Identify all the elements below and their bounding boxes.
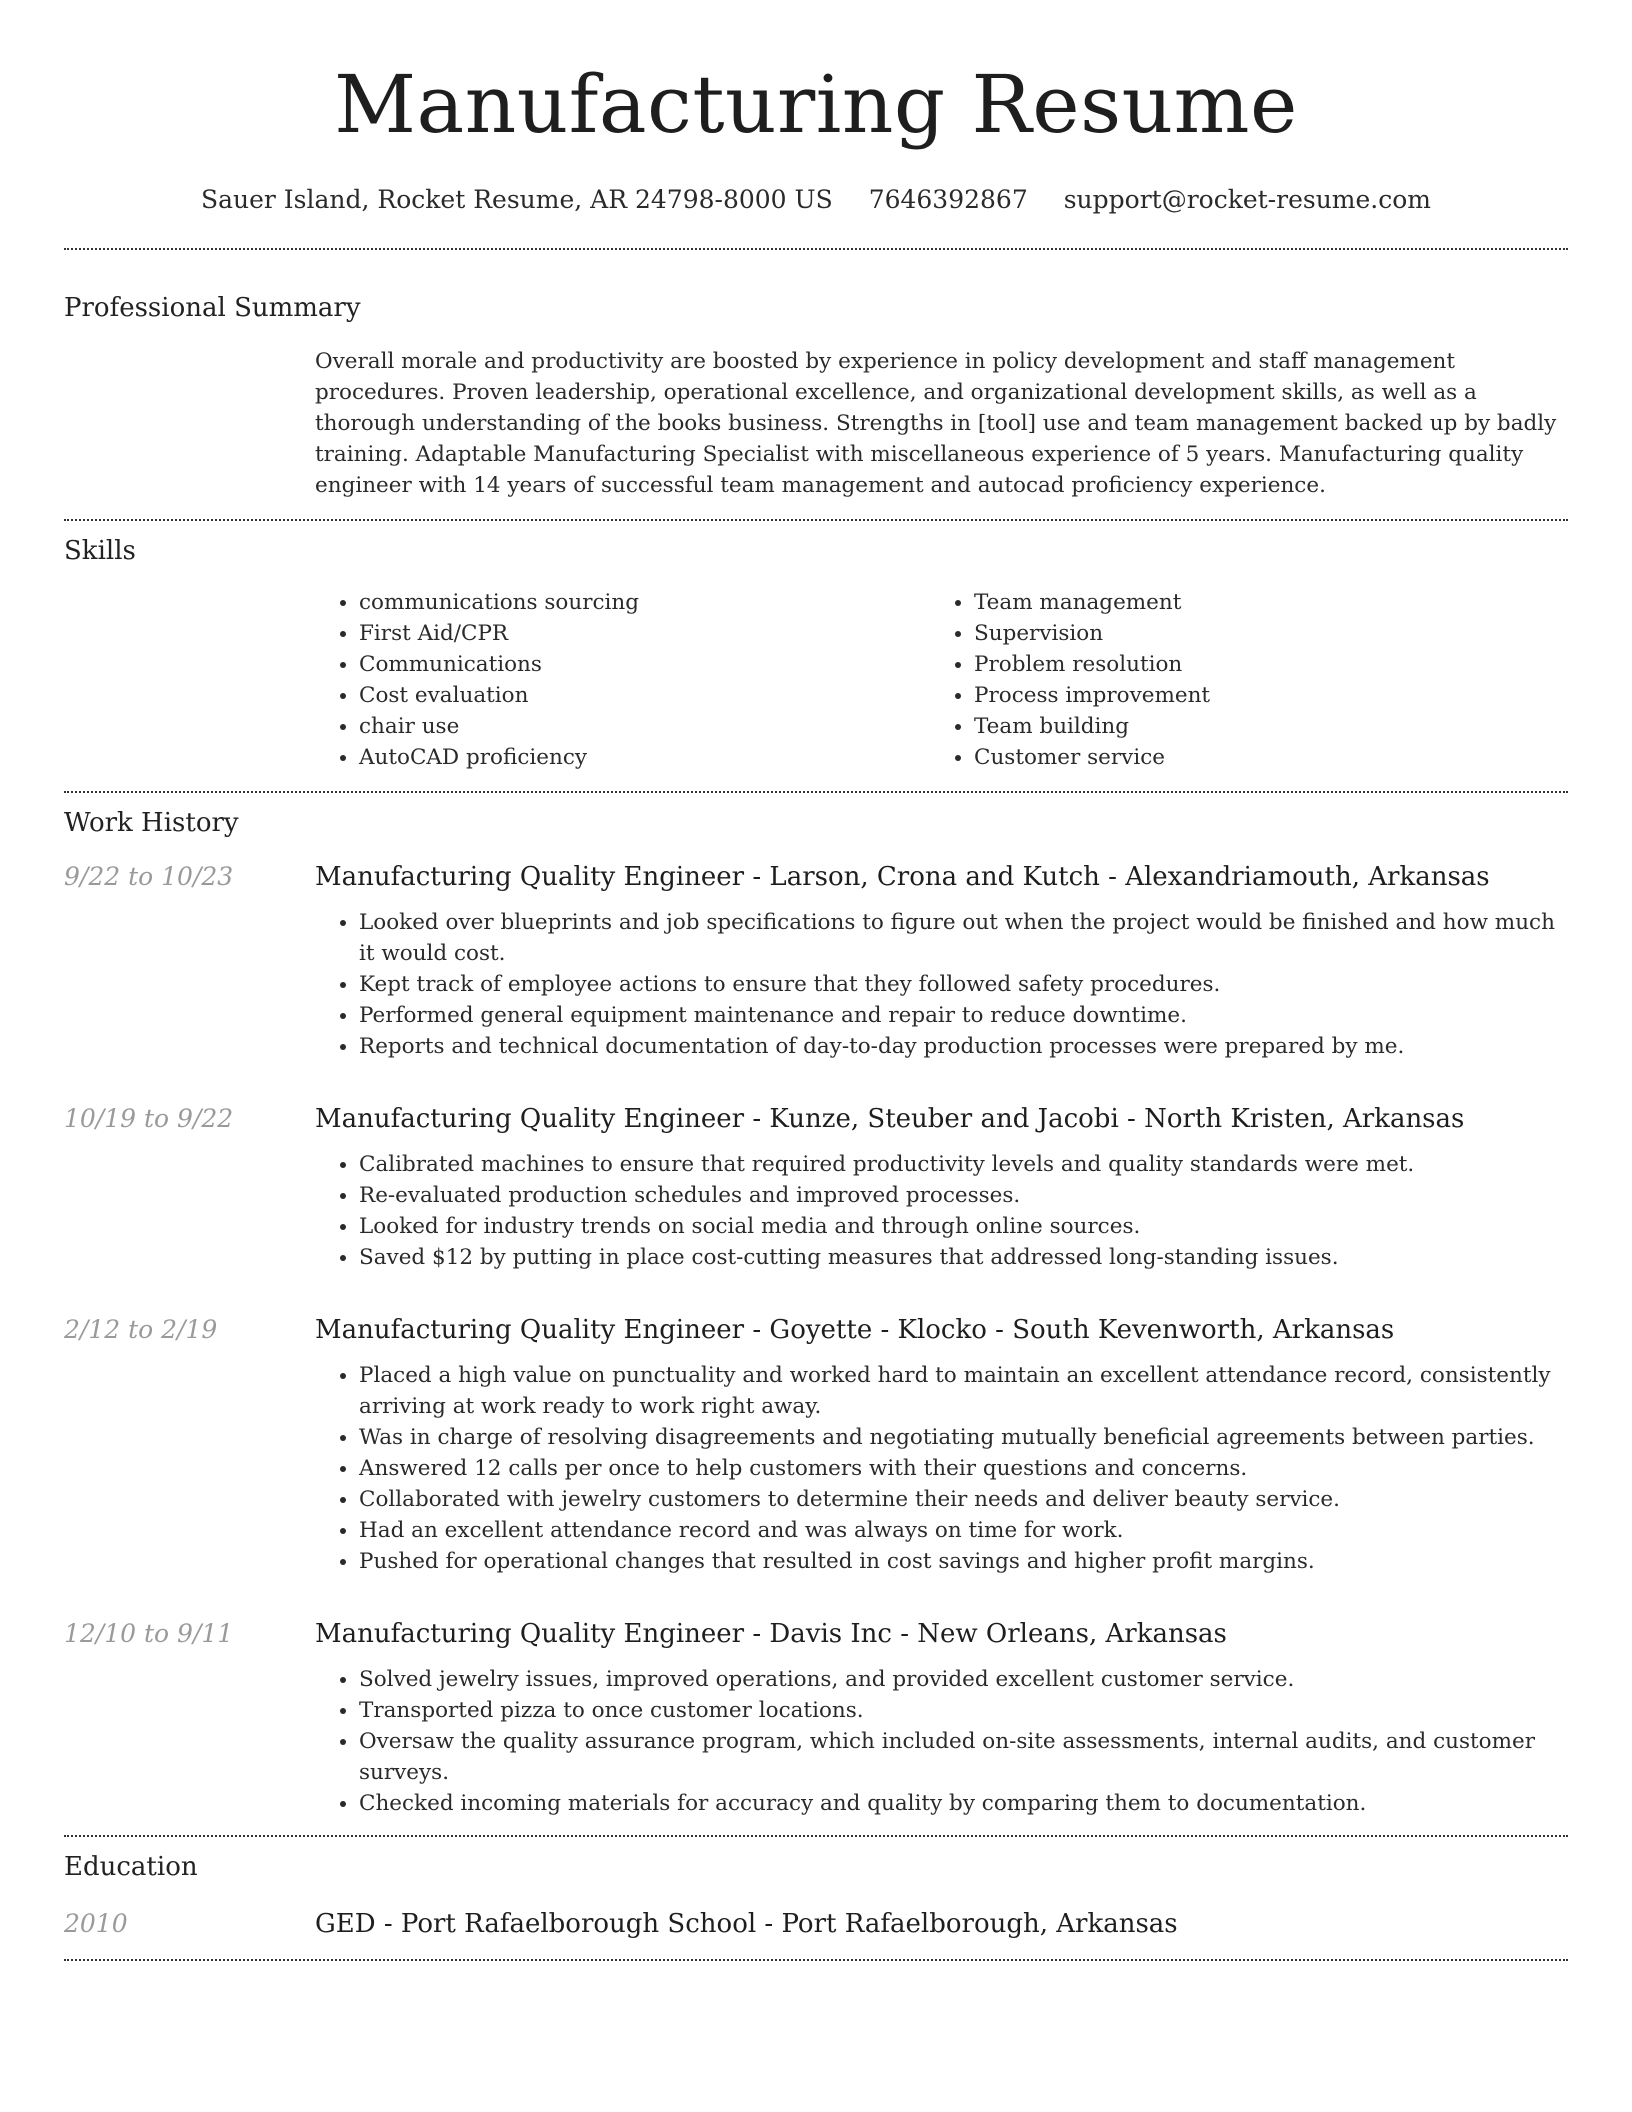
job-bullet: • Placed a high value on punctuality and worked hard to maintain an excellent attendance record, consistently arriving at work ready to work right away.	[359, 1360, 1568, 1422]
skill-item: • Team building	[974, 711, 1545, 742]
job-heading: Manufacturing Quality Engineer - Kunze, Steuber and Jacobi - North Kristen, Arkansas	[315, 1104, 1465, 1134]
job-entry	[64, 1617, 1568, 1819]
job-heading: Manufacturing Quality Engineer - Goyette - Klocko - South Kevenworth, Arkansas	[315, 1315, 1395, 1345]
summary-heading: Professional Summary	[64, 293, 361, 323]
job-bullet: • Checked incoming materials for accuracy and quality by comparing them to documentation.	[359, 1788, 1568, 1819]
job-bullet: • Performed general equipment maintenance and repair to reduce downtime.	[359, 1000, 1568, 1031]
skills-columns	[315, 587, 1568, 773]
job-entry	[64, 860, 1568, 1062]
skill-item: • Cost evaluation	[359, 680, 930, 711]
resume-name: Manufacturing Resume	[334, 58, 1298, 151]
job-heading: Manufacturing Quality Engineer - Davis Inc - New Orleans, Arkansas	[315, 1619, 1227, 1649]
skills-list-right	[930, 587, 1545, 773]
summary-row	[64, 346, 1568, 501]
job-bullet: • Collaborated with jewelry customers to determine their needs and deliver beauty service.	[359, 1484, 1568, 1515]
job-heading: Manufacturing Quality Engineer - Larson, Crona and Kutch - Alexandriamouth, Arkansas	[315, 862, 1490, 892]
job-bullet: • Saved $12 by putting in place cost-cutting measures that addressed long-standing issues.	[359, 1242, 1568, 1273]
job-bullet: • Oversaw the quality assurance program, which included on-site assessments, internal audits, and customer surveys.	[359, 1726, 1568, 1788]
skill-item: • Customer service	[974, 742, 1545, 773]
job-entry	[64, 1102, 1568, 1273]
job-bullet: • Reports and technical documentation of day-to-day production processes were prepared by me.	[359, 1031, 1568, 1062]
job-bullet: • Had an excellent attendance record and was always on time for work.	[359, 1515, 1568, 1546]
job-dates: 9/22 to 10/23	[64, 862, 234, 891]
skill-item: • Process improvement	[974, 680, 1545, 711]
job-bullet: • Transported pizza to once customer locations.	[359, 1695, 1568, 1726]
contact-address: Sauer Island, Rocket Resume, AR 24798-8000 US	[200, 185, 833, 214]
job-bullet: • Solved jewelry issues, improved operations, and provided excellent customer service.	[359, 1664, 1568, 1695]
work-heading: Work History	[64, 808, 239, 838]
job-bullet: • Looked over blueprints and job specifications to figure out when the project would be finished and how much it would cost.	[359, 907, 1568, 969]
job-dates: 2/12 to 2/19	[64, 1315, 218, 1344]
skill-item: • First Aid/CPR	[359, 618, 930, 649]
contact-line	[64, 180, 1568, 220]
education-row	[64, 1907, 1568, 1941]
education-entry: GED - Port Rafaelborough School - Port Rafaelborough, Arkansas	[315, 1909, 1178, 1939]
job-bullet: • Looked for industry trends on social media and through online sources.	[359, 1211, 1568, 1242]
skills-list-left	[315, 587, 930, 773]
job-bullet: • Kept track of employee actions to ensure that they followed safety procedures.	[359, 969, 1568, 1000]
skills-row	[64, 587, 1568, 773]
skill-item: • Communications	[359, 649, 930, 680]
job-bullet: • Re-evaluated production schedules and improved processes.	[359, 1180, 1568, 1211]
job-bullet: • Calibrated machines to ensure that required productivity levels and quality standards were met.	[359, 1149, 1568, 1180]
skill-item: • Supervision	[974, 618, 1545, 649]
job-entry	[64, 1313, 1568, 1577]
job-dates: 12/10 to 9/11	[64, 1619, 234, 1648]
divider	[64, 1835, 1568, 1837]
skills-heading: Skills	[64, 536, 136, 566]
skill-item: • AutoCAD proficiency	[359, 742, 930, 773]
resume-page	[64, 0, 1568, 1961]
job-bullets	[315, 907, 1568, 1062]
contact-email: support@rocket-resume.com	[1063, 185, 1432, 214]
summary-text: Overall morale and productivity are boosted by experience in policy development and staff management procedures. Proven leadership, operational excellence, and organizational development skills, as well as a thorough understanding of the books business. Strengths in [tool] use and team management backed up by badly training. Adaptable Manufacturing Specialist with miscellaneous experience of 5 years. Manufacturing quality engineer with 14 years of successful team management and autocad proficiency experience.	[315, 349, 1557, 498]
skill-item: • Problem resolution	[974, 649, 1545, 680]
divider	[64, 1959, 1568, 1961]
divider	[64, 791, 1568, 793]
job-bullet: • Was in charge of resolving disagreements and negotiating mutually beneficial agreements between parties.	[359, 1422, 1568, 1453]
divider	[64, 519, 1568, 521]
job-bullets	[315, 1360, 1568, 1577]
job-bullet: • Pushed for operational changes that resulted in cost savings and higher profit margins.	[359, 1546, 1568, 1577]
divider	[64, 248, 1568, 250]
skill-item: • communications sourcing	[359, 587, 930, 618]
education-heading: Education	[64, 1852, 198, 1882]
job-bullets	[315, 1149, 1568, 1273]
education-year: 2010	[64, 1909, 128, 1938]
skill-item: • chair use	[359, 711, 930, 742]
skill-item: • Team management	[974, 587, 1545, 618]
job-bullet: • Answered 12 calls per once to help customers with their questions and concerns.	[359, 1453, 1568, 1484]
job-bullets	[315, 1664, 1568, 1819]
contact-phone: 7646392867	[868, 185, 1028, 214]
job-dates: 10/19 to 9/22	[64, 1104, 234, 1133]
